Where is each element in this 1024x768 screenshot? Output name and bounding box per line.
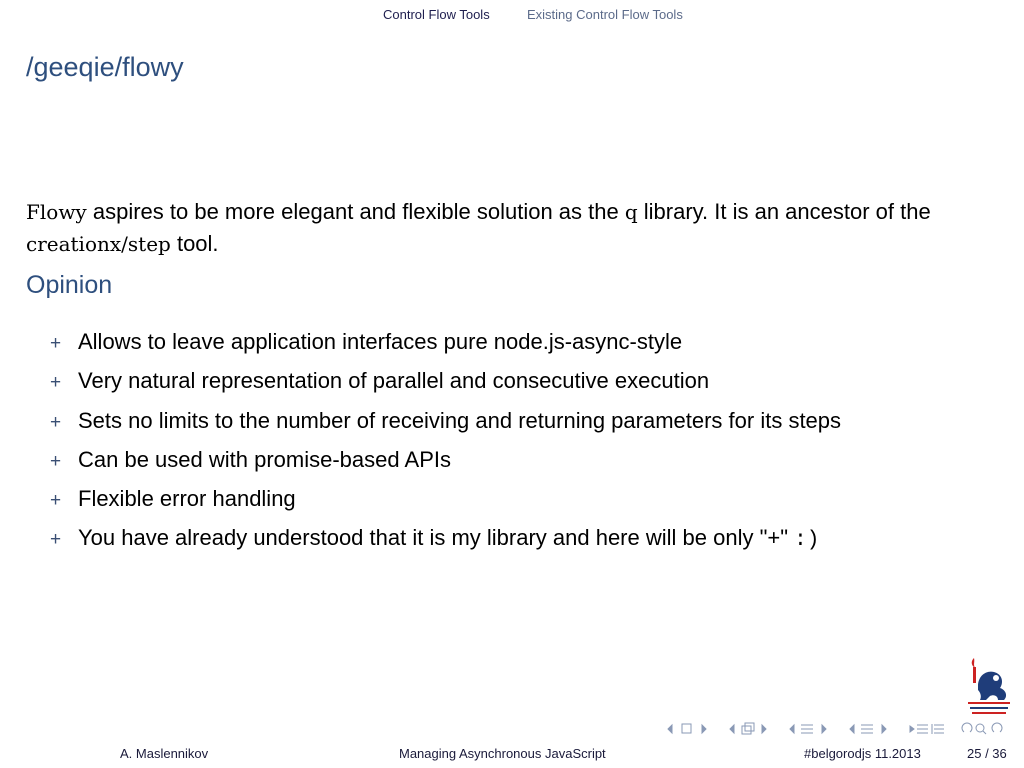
- footer-talk-title: Managing Asynchronous JavaScript: [399, 746, 606, 761]
- plus-bullet-icon: +: [50, 333, 62, 354]
- plus-bullet-icon: +: [50, 411, 62, 433]
- plus-bullet-icon: +: [50, 529, 62, 551]
- code-q: q: [624, 200, 638, 224]
- intro-text-3: tool.: [170, 231, 219, 256]
- list-item-text: Sets no limits to the number of receiving and returning parameters for its steps: [78, 407, 842, 433]
- opinion-list: [48, 322, 841, 558]
- plus-bullet-icon: +: [50, 490, 62, 512]
- list-item-text: Can be used with promise-based APIs: [78, 446, 451, 472]
- lion-logo-icon: [960, 656, 1016, 716]
- list-item: [48, 518, 841, 557]
- intro-text-2: library. It is an ancestor of the: [637, 199, 931, 224]
- nav-subsection-link[interactable]: Existing Control Flow Tools: [527, 7, 683, 22]
- footer: [0, 746, 1024, 766]
- list-item-text: You have already understood that it is my library and here will be only "+": [78, 525, 795, 551]
- subsection-prev-icon[interactable]: [730, 725, 734, 733]
- subsubsection-next-icon[interactable]: [882, 725, 886, 733]
- list-item: [48, 440, 841, 479]
- plus-bullet-icon: +: [50, 450, 62, 472]
- subsubsection-prev-icon[interactable]: [850, 725, 854, 733]
- list-item-text: Flexible error handling: [78, 486, 296, 512]
- subsection-next-icon[interactable]: [762, 725, 766, 733]
- frame-title: /geeqie/flowy: [26, 52, 184, 82]
- code-step: creationx/step: [26, 232, 171, 256]
- subsection-icon[interactable]: [742, 723, 754, 734]
- block-title: Opinion: [26, 271, 113, 299]
- footer-page-number: 25 / 36: [967, 746, 1007, 761]
- section-navigation: [0, 7, 1024, 25]
- beamer-navigation: [664, 720, 1020, 738]
- code-flowy: Flowy: [26, 200, 87, 224]
- frame-prev-icon[interactable]: [668, 725, 672, 733]
- list-item: [48, 361, 841, 400]
- list-item: [48, 322, 841, 361]
- appendix-icon[interactable]: [910, 724, 944, 734]
- footer-author: A. Maslennikov: [120, 746, 209, 761]
- plus-bullet-icon: +: [50, 372, 62, 394]
- frame-icon[interactable]: [682, 724, 691, 733]
- frame-next-icon[interactable]: [702, 725, 706, 733]
- list-item: [48, 401, 841, 440]
- search-icon[interactable]: [962, 723, 1002, 734]
- list-item: [48, 479, 841, 518]
- section-prev-icon[interactable]: [790, 725, 794, 733]
- footer-event: #belgorodjs 11.2013: [804, 746, 921, 761]
- subsubsection-icon[interactable]: [861, 725, 873, 733]
- section-next-icon[interactable]: [822, 725, 826, 733]
- smiley-text: :): [794, 529, 820, 553]
- section-icon[interactable]: [801, 725, 813, 733]
- nav-section-link[interactable]: Control Flow Tools: [383, 7, 490, 22]
- list-item-text: Allows to leave application interfaces pure node.js-async-style: [78, 329, 683, 354]
- list-item-text: Very natural representation of parallel and consecutive execution: [78, 368, 710, 394]
- intro-paragraph: [26, 196, 986, 260]
- intro-text-1: aspires to be more elegant and flexible solution as the: [86, 199, 625, 224]
